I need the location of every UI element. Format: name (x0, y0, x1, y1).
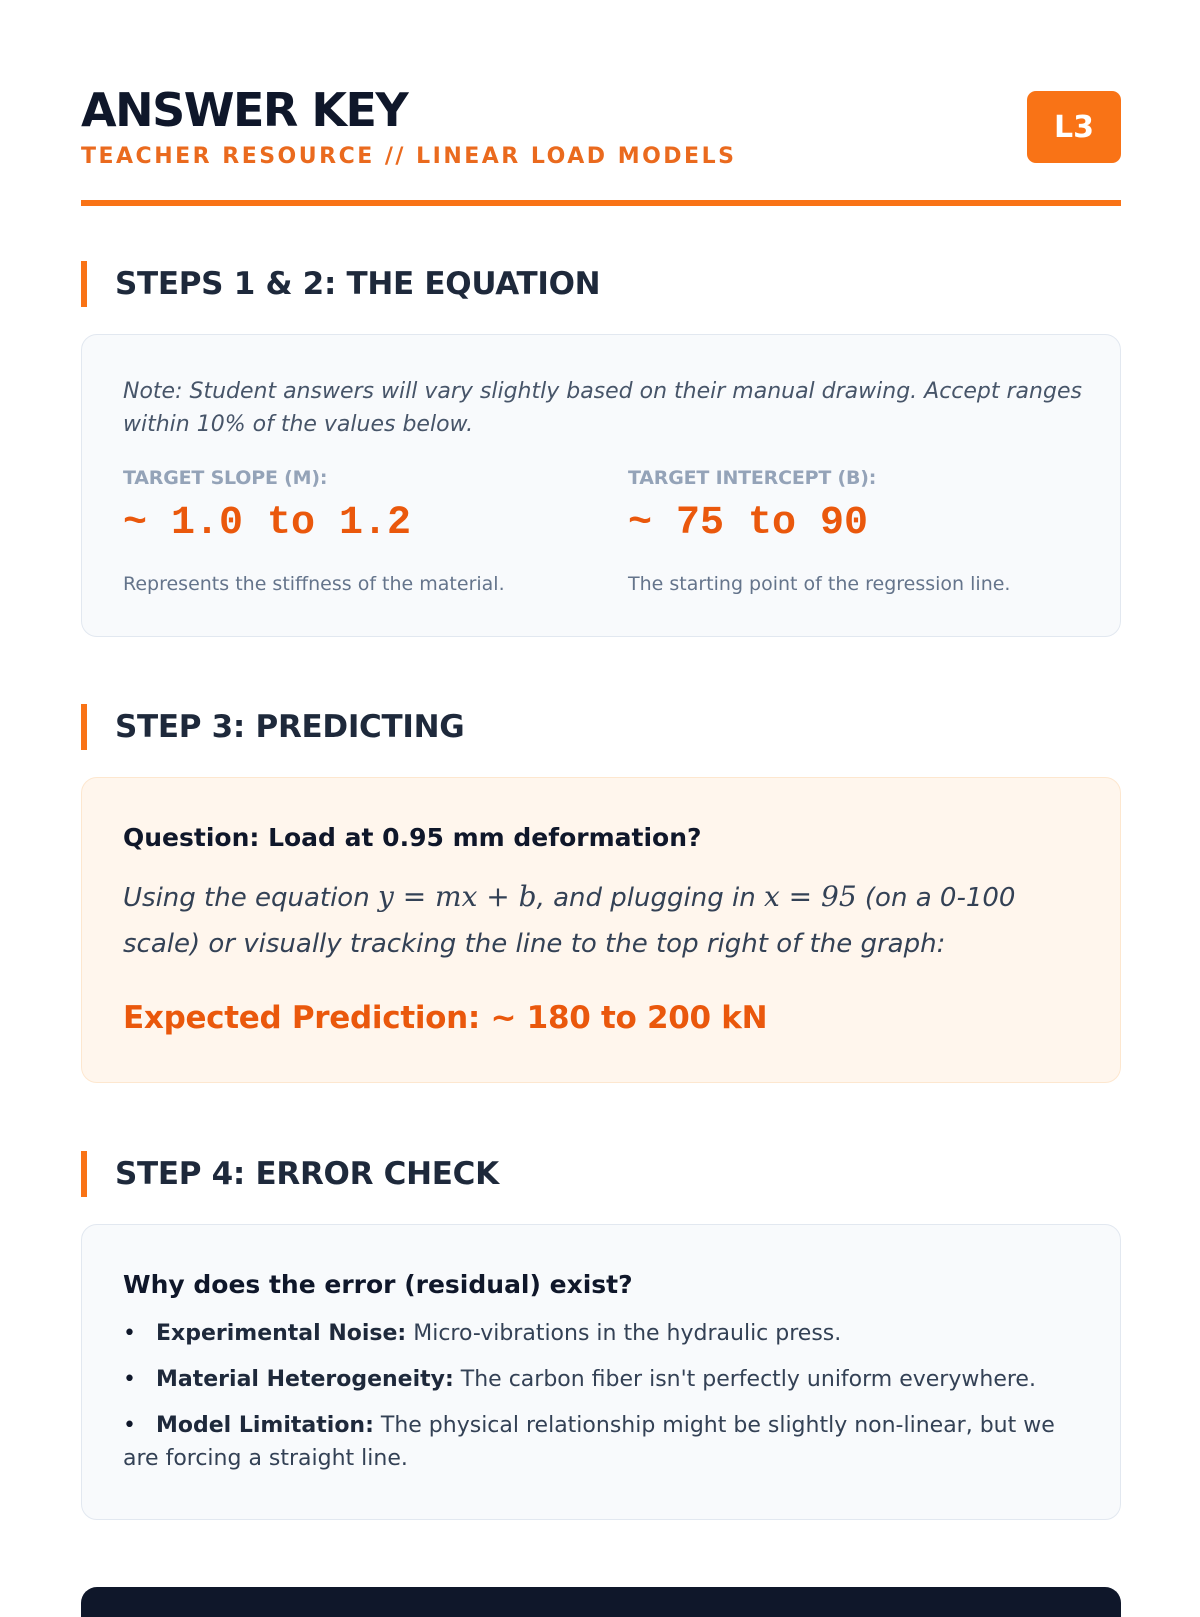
section-title: STEP 4: ERROR CHECK (115, 1156, 499, 1192)
list-item (123, 1317, 1083, 1350)
section-accent-bar (81, 704, 87, 750)
slope-value: ~ 1.0 to 1.2 (123, 501, 412, 546)
answer-key-page (81, 0, 1121, 1471)
list-item (123, 1363, 1083, 1396)
explanation-text: , and plugging in (536, 883, 764, 913)
equation-card (81, 334, 1121, 637)
expected-prediction: Expected Prediction: ~ 180 to 200 kN (123, 1000, 768, 1036)
section-accent-bar (81, 261, 87, 307)
reason-text: Micro-vibrations in the hydraulic press. (406, 1321, 842, 1346)
intercept-value: ~ 75 to 90 (628, 501, 869, 546)
error-question: Why does the error (residual) exist? (123, 1270, 633, 1299)
bullet-icon: • (123, 1413, 136, 1438)
prediction-card (81, 777, 1121, 1083)
section-title: STEPS 1 & 2: THE EQUATION (115, 266, 601, 302)
bullet-icon: • (123, 1321, 136, 1346)
error-check-card (81, 1224, 1121, 1520)
page-header (81, 0, 1121, 206)
error-reasons-list (123, 1317, 1083, 1488)
explanation-text: (on a 0-100 scale) or visually tracking the line to the top right of the graph: (123, 883, 1016, 959)
bullet-icon: • (123, 1367, 136, 1392)
reason-term: Material Heterogeneity: (156, 1367, 454, 1392)
page-subtitle: TEACHER RESOURCE // LINEAR LOAD MODELS (81, 144, 737, 169)
reason-term: Model Limitation: (156, 1413, 374, 1438)
reason-text: The physical relationship might be slightly non-linear, but we are forcing a straight line. (123, 1413, 1055, 1471)
section-heading-predicting (81, 704, 1121, 750)
intercept-metric (628, 465, 1098, 597)
substitution-math: x = 95 (763, 880, 857, 913)
slope-metric (123, 465, 593, 597)
prediction-question: Question: Load at 0.95 mm deformation? (123, 823, 702, 852)
slope-description: Represents the stiffness of the material. (123, 573, 505, 595)
equation-math: y = mx + b (377, 880, 537, 913)
section-title: STEP 3: PREDICTING (115, 709, 465, 745)
explanation-text: Using the equation (123, 883, 378, 913)
prediction-explanation (123, 874, 1083, 967)
header-divider (81, 200, 1121, 206)
reason-term: Experimental Noise: (156, 1321, 407, 1346)
section-heading-equation (81, 261, 1121, 307)
list-item (123, 1409, 1083, 1475)
section-accent-bar (81, 1151, 87, 1197)
note-text: Note: Student answers will vary slightly based on their manual drawing. Accept ranges within 10% of the values below. (123, 379, 1082, 437)
footer-bar (81, 1587, 1121, 1617)
slope-label: TARGET SLOPE (M): (123, 467, 328, 489)
level-badge: L3 (1027, 91, 1121, 163)
page-title: ANSWER KEY (81, 83, 408, 137)
section-heading-error-check (81, 1151, 1121, 1197)
intercept-description: The starting point of the regression line. (628, 573, 1011, 595)
reason-text: The carbon fiber isn't perfectly uniform everywhere. (453, 1367, 1036, 1392)
intercept-label: TARGET INTERCEPT (B): (628, 467, 877, 489)
